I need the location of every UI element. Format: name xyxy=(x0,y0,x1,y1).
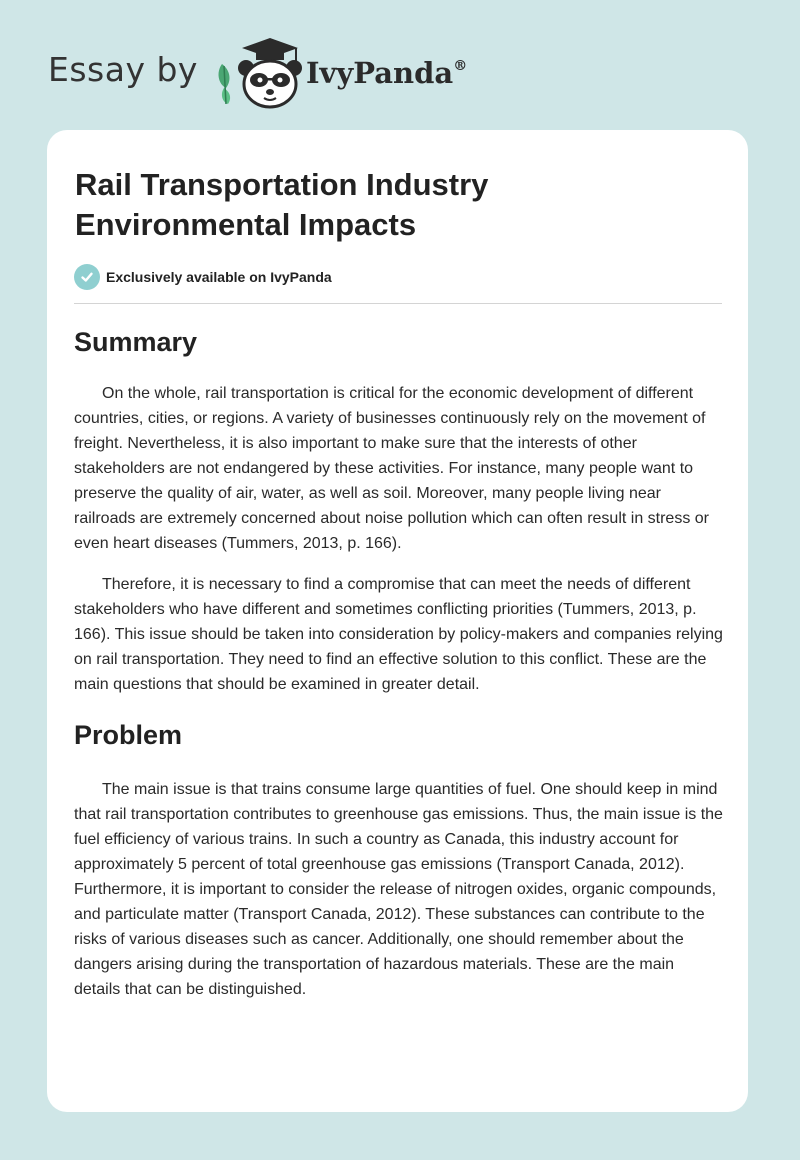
section-heading: Problem xyxy=(74,720,183,750)
badge-text: Exclusively available on IvyPanda xyxy=(106,269,332,285)
site-header xyxy=(48,32,467,112)
brand-name[interactable] xyxy=(306,56,467,90)
page-title: Rail Transportation Industry Environmental Impacts xyxy=(75,167,489,242)
check-icon xyxy=(74,264,100,290)
paragraph: The main issue is that trains consume large quantities of fuel. One should keep in mind that rail transportation contributes to greenhouse gas emissions. Thus, the main issue is the fuel efficiency of various trains. In such a country as Canada, this industry account for approximately 5 percent of total greenhouse gas emissions (Transport Canada, 2012). Furthermore, it is important to consider the release of nitrogen oxides, organic compounds, and particulate matter (Transport Canada, 2012). These substances can contribute to the risks of various diseases such as cancer. Additionally, one should remember about the dangers arising during the transportation of hazardous materials. These are the main details that can be distinguished. xyxy=(74,781,723,998)
section-heading: Summary xyxy=(74,327,198,357)
brand-text: IvyPanda xyxy=(305,56,454,90)
article-card xyxy=(47,130,748,1112)
section-summary xyxy=(74,326,724,697)
registered-mark: ® xyxy=(453,58,468,74)
paragraph: Therefore, it is necessary to find a compromise that can meet the needs of different stakeholders who have different and sometimes conflicting priorities (Tummers, 2013, p. 166). This issue should be taken into consideration by policy-makers and companies relying on rail transportation. They need to find an effective solution to this conflict. These are the main questions that should be examined in greater detail. xyxy=(74,576,723,693)
divider xyxy=(74,303,722,304)
exclusive-badge xyxy=(74,264,332,290)
essay-by-label: Essay by xyxy=(48,49,198,89)
ivypanda-logo-icon[interactable] xyxy=(212,34,302,110)
paragraph: On the whole, rail transportation is critical for the economic development of different countries, cities, or regions. A variety of businesses continuously rely on the movement of freight. Nevertheless, it is also important to make sure that the interests of other stakeholders are not endangered by these activities. For instance, many people want to preserve the quality of air, water, as well as soil. Moreover, many people living near railroads are extremely concerned about noise pollution which can often result in stress or even heart diseases (Tummers, 2013, p. 166). xyxy=(74,385,709,552)
section-problem xyxy=(74,719,724,1002)
